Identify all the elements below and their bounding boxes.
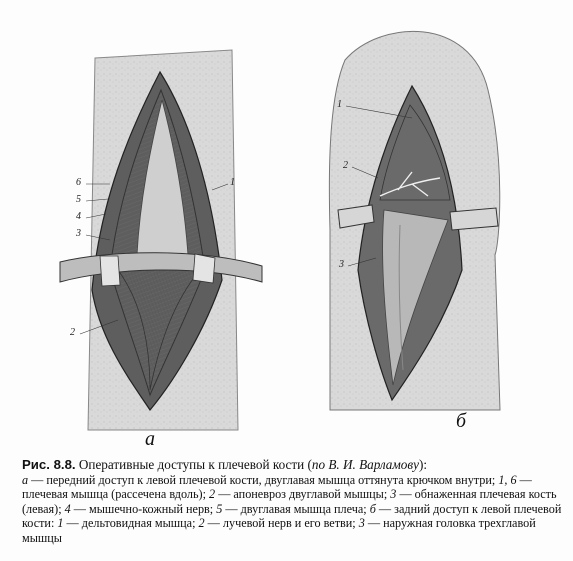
caption-title-end: ): — [418, 457, 428, 472]
caption-run: 1 — [57, 516, 64, 531]
caption-run: — задний доступ к левой плечевой кости: — [22, 501, 562, 531]
caption-run: — плечевая мышца (рассечена вдоль); — [22, 472, 532, 502]
caption-run: 1, 6 — [498, 472, 517, 487]
figure-caption — [22, 458, 562, 546]
caption-run: — наружная головка трехглавой мышцы — [22, 516, 536, 545]
subfigure-a-label: а — [145, 428, 155, 450]
label-b-1: 1 — [337, 99, 342, 110]
caption-run: — обнаженная плечевая кость (левая); — [22, 487, 557, 516]
figure-number: Рис. 8.8. — [22, 457, 76, 472]
caption-run: — двуглавая мышца плеча; — [222, 501, 370, 516]
caption-author: по В. И. Варламову — [311, 457, 419, 472]
caption-run: 3 — [358, 516, 365, 531]
label-b-2: 2 — [343, 160, 348, 171]
caption-run: — лучевой нерв и его ветви; — [204, 516, 359, 531]
label-a-1: 1 — [230, 177, 235, 188]
caption-run: — апоневроз двуглавой мышцы; — [215, 487, 391, 502]
caption-run: 4 — [64, 501, 71, 516]
figure-b-drawing — [329, 31, 500, 410]
figure-a-drawing — [60, 50, 262, 430]
caption-title — [22, 458, 562, 473]
label-b-3: 3 — [339, 259, 344, 270]
caption-run: 2 — [209, 487, 216, 502]
label-a-4: 4 — [76, 211, 81, 222]
caption-run: 5 — [216, 501, 223, 516]
caption-run: б — [369, 501, 376, 516]
caption-run: — дельтовидная мышца; — [63, 516, 199, 531]
caption-run: 2 — [198, 516, 205, 531]
caption-title-text: Оперативные доступы к плечевой кости ( — [75, 457, 312, 472]
caption-run: — мышечно-кожный нерв; — [70, 501, 217, 516]
caption-run: 3 — [390, 487, 397, 502]
caption-body — [22, 473, 562, 546]
caption-run: — передний доступ к левой плечевой кости, двуглавая мышца оттянута крючком внутри; — [28, 472, 499, 487]
caption-run: а — [22, 472, 29, 487]
label-a-2: 2 — [70, 327, 75, 338]
label-a-3: 3 — [76, 228, 81, 239]
label-a-5: 5 — [76, 194, 81, 205]
label-a-6: 6 — [76, 177, 81, 188]
subfigure-b-label: б — [456, 410, 467, 432]
